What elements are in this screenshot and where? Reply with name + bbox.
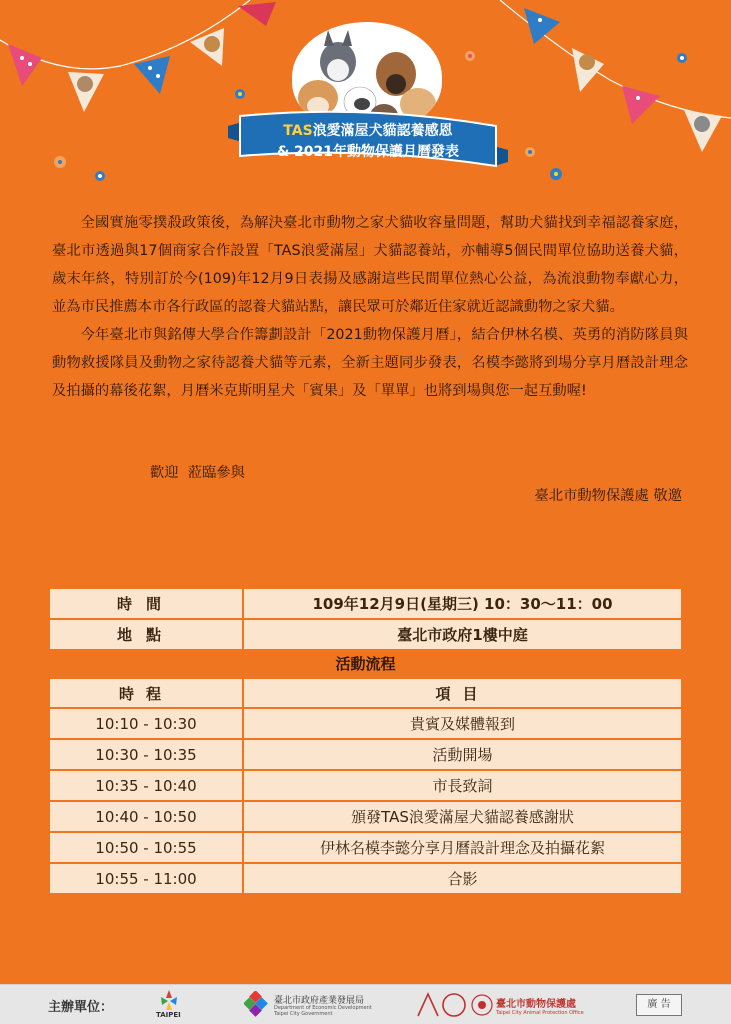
title-line-1 [228, 120, 508, 140]
taipei-logo-text: TAIPEI [156, 1011, 181, 1019]
flag-pink-left [8, 44, 42, 86]
table-row [49, 832, 682, 863]
flag-cat-right [684, 110, 722, 152]
agenda-item: 市長致詞 [243, 770, 682, 801]
time-value: 109年12月9日(星期三) 10：30～11：00 [243, 588, 682, 619]
agenda-title: 活動流程 [335, 655, 396, 673]
flag-dog-left [190, 28, 224, 66]
apo-shapes-icon [416, 990, 494, 1020]
agenda-header-row [49, 678, 682, 708]
flag-blue-right [524, 8, 560, 44]
event-title-banner [228, 108, 508, 178]
place-label: 地點 [49, 619, 243, 650]
agenda-table [48, 677, 683, 895]
ecodev-name-en-1: Department of Economic Development [274, 1005, 372, 1011]
taipei-logo [156, 989, 182, 1021]
flag-cat-left [68, 72, 104, 112]
animal-protection-office-logo [416, 989, 606, 1021]
title-line-1-text: 浪愛滿屋犬貓認養感恩 [312, 123, 453, 139]
welcome-text: 歡迎 蒞臨參與 [150, 465, 245, 481]
apo-name-en: Taipei City Animal Protection Office [496, 1010, 584, 1016]
agenda-item: 貴賓及媒體報到 [243, 708, 682, 739]
flag-blue-left [134, 56, 170, 94]
table-row [49, 770, 682, 801]
flag-pink-right [622, 86, 660, 124]
place-row [49, 619, 682, 650]
agenda-time: 10:30 - 10:35 [49, 739, 243, 770]
signature-text: 臺北市動物保護處 敬邀 [534, 488, 682, 504]
place-value: 臺北市政府1樓中庭 [243, 619, 682, 650]
time-row [49, 588, 682, 619]
table-row [49, 739, 682, 770]
table-row [49, 863, 682, 894]
paragraph-2: 今年臺北市與銘傳大學合作籌劃設計「2021動物保護月曆」，結合伊林名模、英勇的消防隊員與動物救援隊員及動物之家待認養犬貓等元素，全新主題同步發表，名模李懿將到場分享月曆設計理念及拍攝的幕後花絮，月曆米克斯明星犬「賓果」及「單單」也將到場與您一起互動喔! [52, 327, 688, 399]
ecodev-name-en-2: Taipei City Government [274, 1011, 333, 1017]
agenda-item: 頒發TAS浪愛滿屋犬貓認養感謝狀 [243, 801, 682, 832]
agenda-col-time: 時程 [49, 678, 243, 708]
flag-red-left [238, 2, 276, 26]
event-info-table [48, 587, 683, 651]
agenda-item: 伊林名模李懿分享月曆設計理念及拍攝花絮 [243, 832, 682, 863]
apo-name: 臺北市動物保護處 [496, 999, 576, 1010]
agenda-time: 10:55 - 11:00 [49, 863, 243, 894]
title-tas: TAS [283, 123, 313, 139]
title-line-2: & 2021年動物保護月曆發表 [276, 144, 460, 160]
table-row [49, 708, 682, 739]
agenda-time: 10:50 - 10:55 [49, 832, 243, 863]
agenda-col-item: 項目 [243, 678, 682, 708]
table-row [49, 801, 682, 832]
organizer-label: 主辦單位： [48, 1000, 114, 1015]
agenda-time: 10:10 - 10:30 [49, 708, 243, 739]
footer-bar [0, 984, 731, 1024]
time-label: 時間 [49, 588, 243, 619]
flag-dog-right [572, 48, 604, 92]
agenda-item: 合影 [243, 863, 682, 894]
taipei-logo-icon [156, 989, 182, 1011]
ecodev-name: 臺北市政府產業發展局 [274, 996, 365, 1006]
invitation-text [52, 209, 688, 405]
advertisement-badge: 廣 告 [636, 994, 682, 1016]
paragraph-1: 全國實施零撲殺政策後，為解決臺北市動物之家犬貓收容量問題，幫助犬貓找到幸福認養家庭，臺北市透過與17個商家合作設置「TAS浪愛滿屋」犬貓認養站，亦輔導5個民間單位協助送養犬貓，歲末年終，特別訂於今(109)年12月9日表揚及感謝這些民間單位熱心公益，為流浪動物奉獻心力，並為市民推薦本市各行政區的認養犬貓站點，讓民眾可於鄰近住家就近認識動物之家犬貓。 [52, 215, 688, 315]
header-decoration [0, 0, 731, 200]
ecodev-diamond-icon [244, 991, 270, 1017]
agenda-item: 活動開場 [243, 739, 682, 770]
agenda-time: 10:35 - 10:40 [49, 770, 243, 801]
agenda-time: 10:40 - 10:50 [49, 801, 243, 832]
